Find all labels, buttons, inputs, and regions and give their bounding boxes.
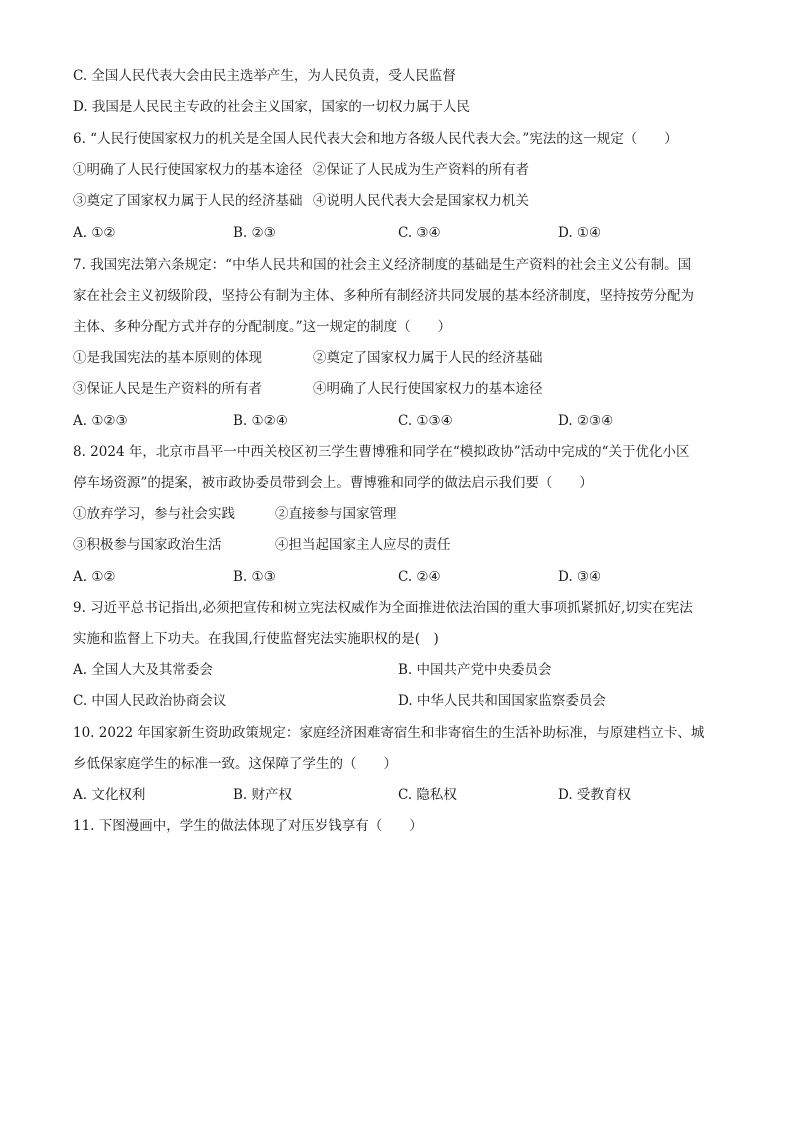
q6-statement-3: ③奠定了国家权力属于人民的经济基础: [73, 193, 303, 209]
question-7-stem-line-1: 7. 我国宪法第六条规定：“中华人民共和国的社会主义经济制度的基础是生产资料的社会主义公有制。国: [73, 257, 692, 273]
question-8-stem-line-1: 8. 2024 年，北京市昌平一中西关校区初三学生曹博雅和同学在“模拟政协”活动中完成的“关于优化小区: [73, 444, 690, 460]
q7-option-a[interactable]: A. ①②③: [73, 413, 128, 429]
question-9-stem-line-2: 实施和监督上下功夫。在我国,行使监督宪法实施职权的是( ): [73, 631, 439, 647]
q10-option-a[interactable]: A. 文化权利: [73, 787, 146, 803]
q6-statement-2: ②保证了人民成为生产资料的所有者: [313, 162, 529, 178]
q6-option-a[interactable]: A. ①②: [73, 225, 116, 241]
q6-option-c[interactable]: C. ③④: [398, 225, 441, 241]
option-c-previous: C. 全国人民代表大会由民主选举产生，为人民负责，受人民监督: [73, 68, 456, 84]
q8-option-b[interactable]: B. ①③: [233, 569, 276, 585]
question-6-stem: 6. “人民行使国家权力的机关是全国人民代表大会和地方各级人民代表大会。”宪法的这一规定（ ）: [73, 131, 678, 147]
q9-option-d[interactable]: D. 中华人民共和国国家监察委员会: [398, 693, 606, 709]
q7-option-d[interactable]: D. ②③④: [558, 413, 614, 429]
q8-statement-3: ③积极参与国家政治生活: [73, 537, 222, 553]
q9-option-a[interactable]: A. 全国人大及其常委会: [73, 662, 213, 678]
q8-option-c[interactable]: C. ②④: [398, 569, 441, 585]
q6-statement-1: ①明确了人民行使国家权力的基本途径: [73, 162, 303, 178]
q10-option-b[interactable]: B. 财产权: [233, 787, 293, 803]
q10-option-d[interactable]: D. 受教育权: [558, 787, 631, 803]
q6-option-b[interactable]: B. ②③: [233, 225, 276, 241]
q8-statement-1: ①放弃学习，参与社会实践: [73, 506, 235, 522]
q7-statement-3: ③保证人民是生产资料的所有者: [73, 381, 262, 397]
q7-statement-2: ②奠定了国家权力属于人民的经济基础: [313, 350, 543, 366]
q10-option-c[interactable]: C. 隐私权: [398, 787, 457, 803]
q6-statement-4: ④说明人民代表大会是国家权力机关: [313, 193, 529, 209]
q7-option-c[interactable]: C. ①③④: [398, 413, 453, 429]
q7-option-b[interactable]: B. ①②④: [233, 413, 288, 429]
question-10-stem-line-2: 乡低保家庭学生的标准一致。这保障了学生的（ ）: [73, 756, 397, 772]
q7-statement-1: ①是我国宪法的基本原则的体现: [73, 350, 262, 366]
q8-option-a[interactable]: A. ①②: [73, 569, 116, 585]
question-7-stem-line-2: 家在社会主义初级阶段，坚持公有制为主体、多种所有制经济共同发展的基本经济制度，坚持按劳分配为: [73, 288, 694, 304]
question-8-stem-line-2: 停车场资源”的提案，被市政协委员带到会上。曹博雅和同学的做法启示我们要（ ）: [73, 475, 593, 491]
q8-statement-4: ④担当起国家主人应尽的责任: [275, 537, 451, 553]
q8-option-d[interactable]: D. ③④: [558, 569, 602, 585]
q6-option-d[interactable]: D. ①④: [558, 225, 602, 241]
question-11-stem: 11. 下图漫画中，学生的做法体现了对压岁钱享有（ ）: [73, 818, 423, 834]
option-d-previous: D. 我国是人民民主专政的社会主义国家，国家的一切权力属于人民: [73, 99, 470, 115]
q8-statement-2: ②直接参与国家管理: [275, 506, 397, 522]
question-9-stem-line-1: 9. 习近平总书记指出,必须把宣传和树立宪法权威作为全面推进依法治国的重大事项抓紧抓好,切实在宪法: [73, 600, 693, 616]
q9-option-c[interactable]: C. 中国人民政治协商会议: [73, 693, 227, 709]
question-7-stem-line-3: 主体、多种分配方式并存的分配制度。”这一规定的制度（ ）: [73, 319, 452, 335]
q7-statement-4: ④明确了人民行使国家权力的基本途径: [313, 381, 543, 397]
q9-option-b[interactable]: B. 中国共产党中央委员会: [398, 662, 552, 678]
question-10-stem-line-1: 10. 2022 年国家新生资助政策规定：家庭经济困难寄宿生和非寄宿生的生活补助标准，与原建档立卡、城: [73, 725, 705, 741]
